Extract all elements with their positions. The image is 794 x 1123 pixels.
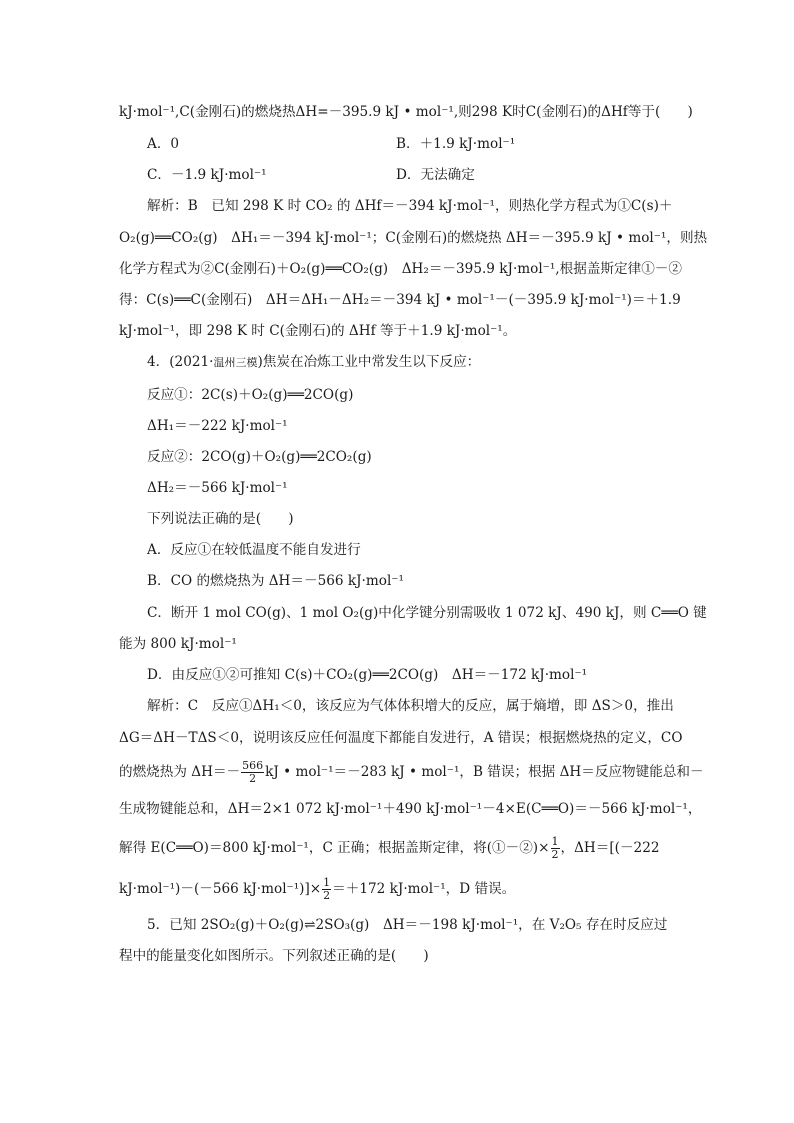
fraction-denominator: 2: [249, 772, 257, 785]
fraction-1-over-2: [322, 877, 331, 902]
q4-solution-line-5: [119, 836, 660, 861]
q4-option-b: B．CO 的燃烧热为 ΔH＝－566 kJ·mol⁻¹: [147, 573, 404, 589]
q3-option-d: D．无法确定: [396, 167, 475, 183]
q4-solution-line-3-start: 的燃烧热为 ΔH＝－: [119, 764, 241, 780]
q4-stem-source: 温州三模: [213, 356, 258, 369]
q4-solution-line-1: 解析：C 反应①ΔH₁＜0，该反应为气体体积增大的反应，属于熵增，即 ΔS＞0，推出: [147, 698, 674, 714]
q4-solution-line-3-end: kJ • mol⁻¹＝－283 kJ • mol⁻¹，B 错误；根据 ΔH＝反应物键能总和－: [265, 764, 704, 780]
q3-solution-line-3: 化学方程式为②C(金刚石)＋O₂(g)══CO₂(g) ΔH₂＝－395.9 kJ·mol⁻¹,根据盖斯定律①－②: [119, 261, 682, 277]
q4-solution-line-5-start: 解得 E(C══O)＝800 kJ·mol⁻¹，C 正确；根据盖斯定律，将(①－②)×: [119, 840, 550, 856]
q4-solution-line-2: ΔG＝ΔH－TΔS＜0，说明该反应任何温度下都能自发进行，A 错误；根据燃烧热的定义，CO: [119, 730, 683, 746]
fraction-denominator: 2: [323, 889, 331, 902]
q4-question: 下列说法正确的是( ): [147, 511, 294, 527]
q4-enthalpy-2: ΔH₂＝－566 kJ·mol⁻¹: [147, 480, 288, 496]
fraction-numerator: 1: [551, 835, 559, 848]
q4-solution-line-6-end: ＝＋172 kJ·mol⁻¹，D 错误。: [332, 881, 516, 897]
q5-stem-line-2: 程中的能量变化如图所示。下列叙述正确的是( ): [119, 948, 429, 964]
q4-enthalpy-1: ΔH₁＝－222 kJ·mol⁻¹: [147, 418, 288, 434]
fraction-numerator: 566: [242, 759, 264, 772]
q3-solution-line-1: 解析：B 已知 298 K 时 CO₂ 的 ΔHf＝－394 kJ·mol⁻¹，则热化学方程式为①C(s)＋: [147, 198, 673, 214]
q3-option-c: C．－1.9 kJ·mol⁻¹: [147, 167, 267, 183]
q4-reaction-2: 反应②：2CO(g)＋O₂(g)══2CO₂(g): [147, 449, 372, 465]
fraction-numerator: 1: [323, 876, 331, 889]
q4-reaction-1: 反应①：2C(s)＋O₂(g)══2CO(g): [147, 387, 354, 403]
q3-solution-line-5: kJ·mol⁻¹，即 298 K 时 C(金刚石)的 ΔHf 等于＋1.9 kJ·mol⁻¹。: [119, 323, 517, 339]
q3-solution-line-4: 得：C(s)══C(金刚石) ΔH＝ΔH₁－ΔH₂＝－394 kJ • mol⁻¹－(－395.9 kJ·mol⁻¹)＝＋1.9: [119, 292, 681, 308]
q3-option-a: A．0: [147, 136, 180, 152]
q4-option-d: D．由反应①②可推知 C(s)＋CO₂(g)══2CO(g) ΔH＝－172 kJ·mol⁻¹: [147, 667, 588, 683]
q3-option-b: B．＋1.9 kJ·mol⁻¹: [396, 136, 516, 152]
q4-option-a: A．反应①在较低温度不能自发进行: [147, 542, 361, 558]
q4-stem-prefix: 4．(2021·: [147, 354, 214, 370]
q4-solution-line-5-end: ，ΔH＝[(－222: [560, 840, 660, 856]
q4-stem-suffix: )焦炭在冶炼工业中常发生以下反应：: [257, 354, 481, 370]
q4-option-c-line-1: C．断开 1 mol CO(g)、1 mol O₂(g)中化学键分别需吸收 1 072 kJ、490 kJ，则 C══O 键: [147, 605, 707, 621]
q4-option-c-line-2: 能为 800 kJ·mol⁻¹: [119, 636, 237, 652]
q4-solution-line-4: 生成物键能总和，ΔH＝2×1 072 kJ·mol⁻¹＋490 kJ·mol⁻¹－4×E(C══O)＝－566 kJ·mol⁻¹，: [119, 801, 702, 817]
q3-solution-line-2: O₂(g)══CO₂(g) ΔH₁＝－394 kJ·mol⁻¹；C(金刚石)的燃烧热 ΔH＝－395.9 kJ • mol⁻¹，则热: [119, 230, 708, 246]
q4-solution-line-6: [119, 877, 515, 902]
q5-stem-line-1: 5．已知 2SO₂(g)＋O₂(g)⇌2SO₃(g) ΔH＝－198 kJ·mol⁻¹，在 V₂O₅ 存在时反应过: [147, 917, 668, 933]
q4-solution-line-6-start: kJ·mol⁻¹)－(－566 kJ·mol⁻¹)]×: [119, 881, 322, 897]
q4-solution-line-3: [119, 760, 704, 785]
q4-stem: [147, 352, 480, 373]
fraction-denominator: 2: [551, 848, 559, 861]
fraction-1-over-2: [551, 836, 560, 861]
fraction-566-over-2: [241, 760, 264, 785]
q3-stem-tail: kJ·mol⁻¹,C(金刚石)的燃烧热ΔH=－395.9 kJ • mol⁻¹,则298 K时C(金刚石)的ΔHf等于( ): [119, 104, 693, 120]
